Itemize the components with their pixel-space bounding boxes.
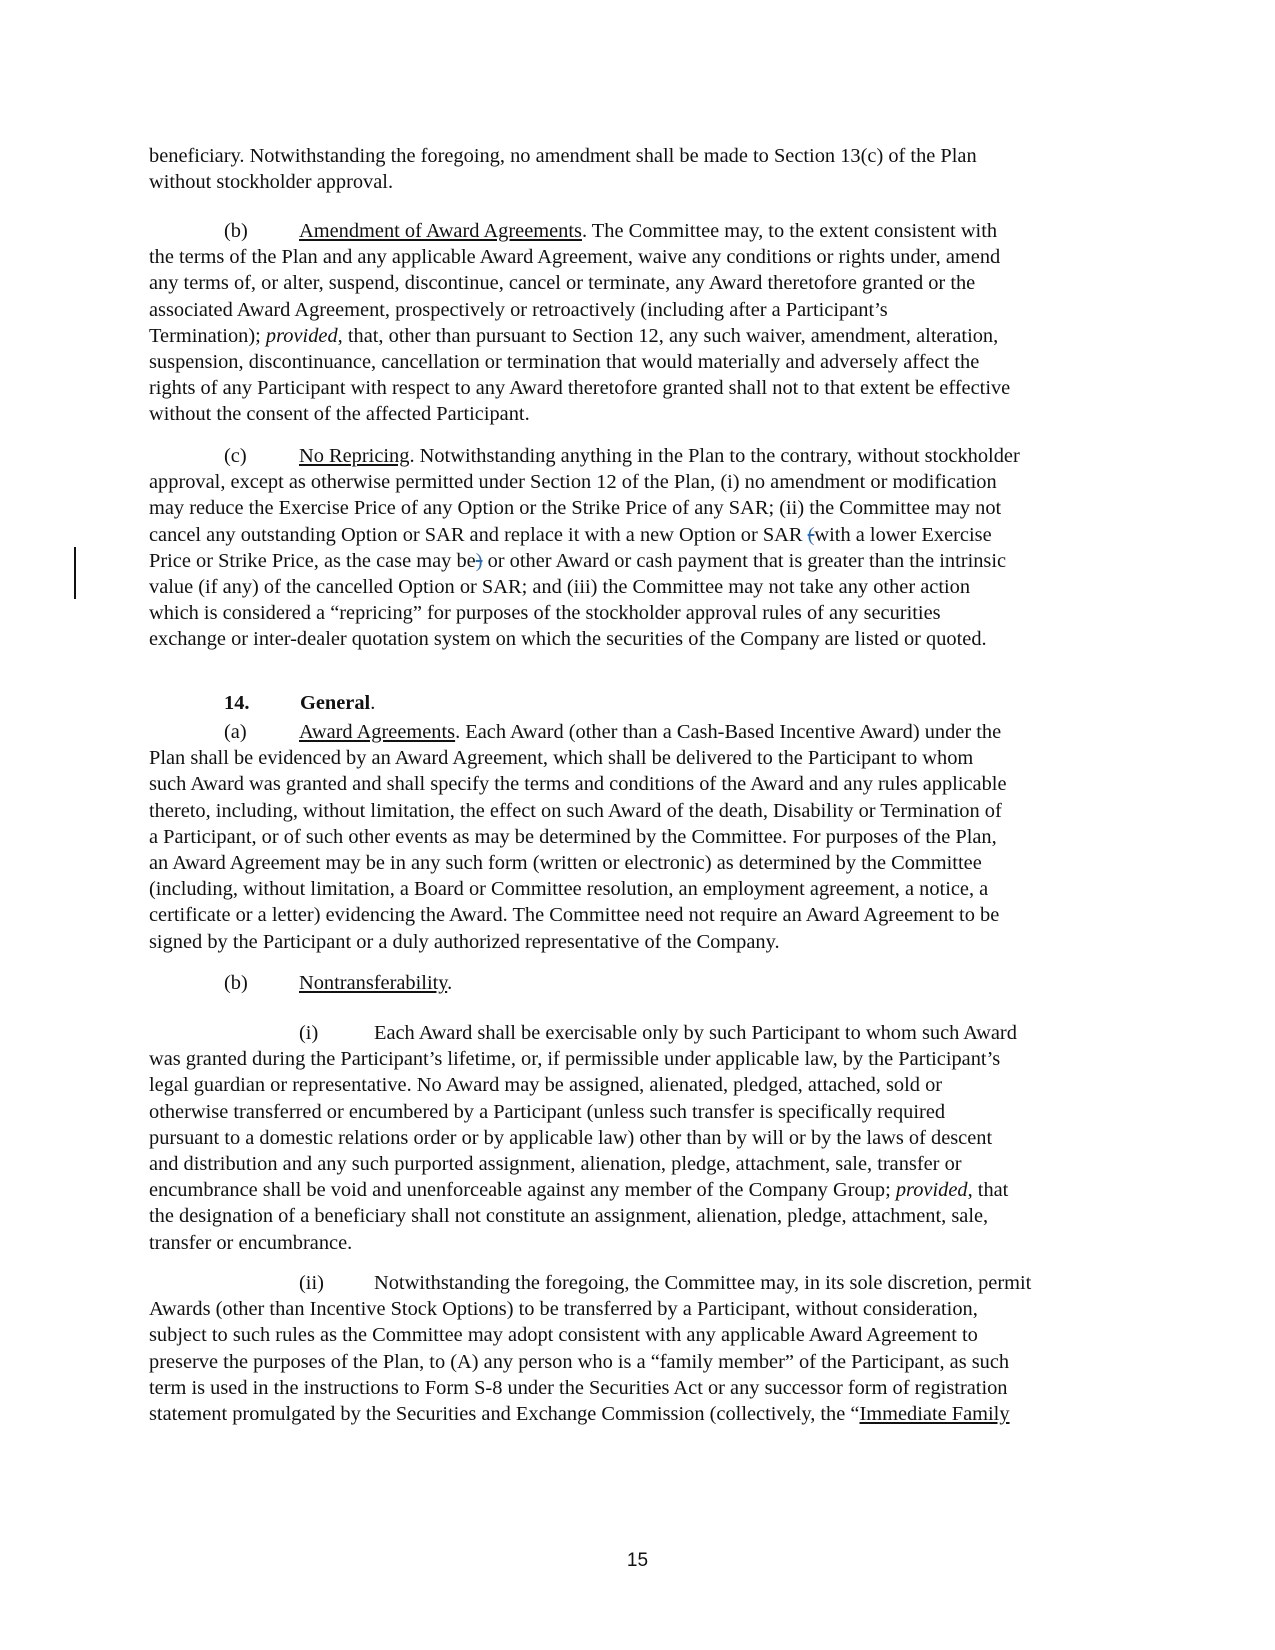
text-run: Price or Strike Price, as the case may be — [149, 549, 476, 572]
text-line: without stockholder approval. — [149, 171, 394, 194]
text-line: associated Award Agreement, prospectively or retroactively (including after a Participant’s — [149, 298, 888, 321]
paragraph-14b — [149, 970, 1134, 996]
text-line: the designation of a beneficiary shall not constitute an assignment, alienation, pledge, attachment, sale, — [149, 1205, 989, 1228]
paragraph-label: (ii) — [299, 1272, 324, 1294]
defined-term: Immediate Family — [859, 1403, 1010, 1426]
text-run: . The Committee may, to the extent consistent with — [581, 220, 998, 242]
text-run: , that, other than pursuant to Section 12, any such waiver, amendment, alteration, — [337, 324, 999, 347]
revision-change-bar — [74, 547, 76, 599]
paragraph-label: (b) — [224, 220, 248, 242]
paragraph-continuation — [149, 143, 1134, 195]
text-line: exchange or inter-dealer quotation system on which the securities of the Company are listed or quoted. — [149, 628, 987, 651]
paragraph-label: (i) — [299, 1022, 319, 1044]
text-line: beneficiary. Notwithstanding the foregoing, no amendment shall be made to Section 13(c) of the Plan — [149, 145, 977, 167]
text-line: transfer or encumbrance. — [149, 1231, 353, 1254]
section-title: Amendment of Award Agreements — [299, 220, 582, 242]
text-line: (including, without limitation, a Board or Committee resolution, an employment agreement, a notice, a — [149, 878, 989, 901]
text-line: Plan shall be evidenced by an Award Agreement, which shall be delivered to the Participant to whom — [149, 747, 974, 770]
text-line — [149, 548, 1134, 574]
text-line: value (if any) of the cancelled Option or SAR; and (iii) the Committee may not take any other action — [149, 576, 971, 599]
paragraph-label: (a) — [224, 721, 247, 743]
text-line: any terms of, or alter, suspend, discontinue, cancel or terminate, any Award theretofore granted or the — [149, 272, 976, 295]
text-run: , that — [967, 1179, 1009, 1202]
italic-term: provided — [265, 324, 338, 347]
text-line: thereto, including, without limitation, the effect on such Award of the death, Disability or Termination of — [149, 799, 1002, 822]
text-line — [149, 218, 1134, 244]
text-run: statement promulgated by the Securities and Exchange Commission (collectively, the “ — [149, 1403, 860, 1426]
paragraph-label: (b) — [224, 972, 248, 994]
section-title: General — [300, 692, 371, 714]
text-line: rights of any Participant with respect to any Award theretofore granted shall not to that extent be effective — [149, 377, 1011, 400]
text-line — [149, 1270, 1134, 1296]
text-run: with a lower Exercise — [814, 523, 992, 546]
section-number: 14. — [224, 692, 250, 714]
text-run: . — [370, 692, 376, 714]
page-number: 15 — [626, 1550, 649, 1571]
text-run: . Notwithstanding anything in the Plan to the contrary, without stockholder — [409, 445, 1020, 467]
text-line — [149, 719, 1134, 745]
text-line: signed by the Participant or a duly authorized representative of the Company. — [149, 930, 780, 953]
text-line: approval, except as otherwise permitted under Section 12 of the Plan, (i) no amendment or modification — [149, 471, 997, 494]
section-title: No Repricing — [299, 445, 410, 467]
text-line: such Award was granted and shall specify the terms and conditions of the Award and any rules applicable — [149, 773, 1007, 796]
text-run: Notwithstanding the foregoing, the Committee may, in its sole discretion, permit — [374, 1272, 1032, 1294]
text-run: Each Award shall be exercisable only by such Participant to whom such Award — [374, 1022, 1017, 1044]
text-line: Awards (other than Incentive Stock Options) to be transferred by a Participant, without consideration, — [149, 1298, 978, 1321]
text-line: subject to such rules as the Committee may adopt consistent with any applicable Award Agreement to — [149, 1324, 978, 1347]
text-line — [149, 1401, 1134, 1427]
paragraph-label: (c) — [224, 445, 247, 467]
deleted-paren: ( — [807, 523, 815, 546]
text-run: Termination); — [149, 324, 266, 347]
paragraph-13c — [149, 443, 1134, 653]
text-line: legal guardian or representative. No Award may be assigned, alienated, pledged, attached, sold or — [149, 1074, 943, 1097]
text-line: suspension, discontinuance, cancellation or termination that would materially and adversely affect the — [149, 351, 980, 374]
text-line: the terms of the Plan and any applicable Award Agreement, waive any conditions or rights under, amend — [149, 246, 1001, 269]
paragraph-14b-i — [149, 1020, 1134, 1256]
text-line: certificate or a letter) evidencing the Award. The Committee need not require an Award Agreement to be — [149, 904, 1000, 927]
text-line — [149, 323, 1134, 349]
text-run: encumbrance shall be void and unenforceable against any member of the Company Group; — [149, 1179, 896, 1202]
deleted-paren: ) — [475, 549, 483, 572]
text-line: was granted during the Participant’s lifetime, or, if permissible under applicable law, by the Participant’s — [149, 1048, 1001, 1071]
text-line: term is used in the instructions to Form S-8 under the Securities Act or any successor form of registration — [149, 1376, 1008, 1399]
text-line — [149, 970, 1134, 996]
text-line: may reduce the Exercise Price of any Option or the Strike Price of any SAR; (ii) the Committee may not — [149, 497, 1002, 520]
paragraph-14b-ii — [149, 1270, 1134, 1427]
text-run: . Each Award (other than a Cash-Based Incentive Award) under the — [455, 721, 1002, 743]
section-heading-14 — [224, 690, 375, 716]
section-title: Award Agreements — [299, 721, 456, 743]
text-line: preserve the purposes of the Plan, to (A) any person who is a “family member” of the Participant, as such — [149, 1350, 1010, 1373]
text-line: a Participant, or of such other events as may be determined by the Committee. For purposes of the Plan, — [149, 825, 997, 848]
section-title: Nontransferability — [299, 972, 448, 994]
text-line — [149, 1177, 1134, 1203]
text-line — [149, 443, 1134, 469]
text-line: pursuant to a domestic relations order or by applicable law) other than by will or by the laws of descent — [149, 1126, 993, 1149]
text-run: . — [447, 972, 453, 994]
text-line — [149, 522, 1134, 548]
paragraph-14a — [149, 719, 1134, 955]
paragraph-13b — [149, 218, 1134, 428]
text-line — [149, 1020, 1134, 1046]
text-line: an Award Agreement may be in any such form (written or electronic) as determined by the Committee — [149, 852, 982, 875]
italic-term: provided — [895, 1179, 968, 1202]
text-line: which is considered a “repricing” for purposes of the stockholder approval rules of any securities — [149, 602, 941, 625]
text-line: and distribution and any such purported assignment, alienation, pledge, attachment, sale, transfer or — [149, 1153, 962, 1176]
text-line: otherwise transferred or encumbered by a Participant (unless such transfer is specifically required — [149, 1100, 946, 1123]
text-run: or other Award or cash payment that is greater than the intrinsic — [482, 549, 1007, 572]
text-line: without the consent of the affected Participant. — [149, 403, 530, 426]
text-run: cancel any outstanding Option or SAR and replace it with a new Option or SAR — [149, 523, 808, 546]
